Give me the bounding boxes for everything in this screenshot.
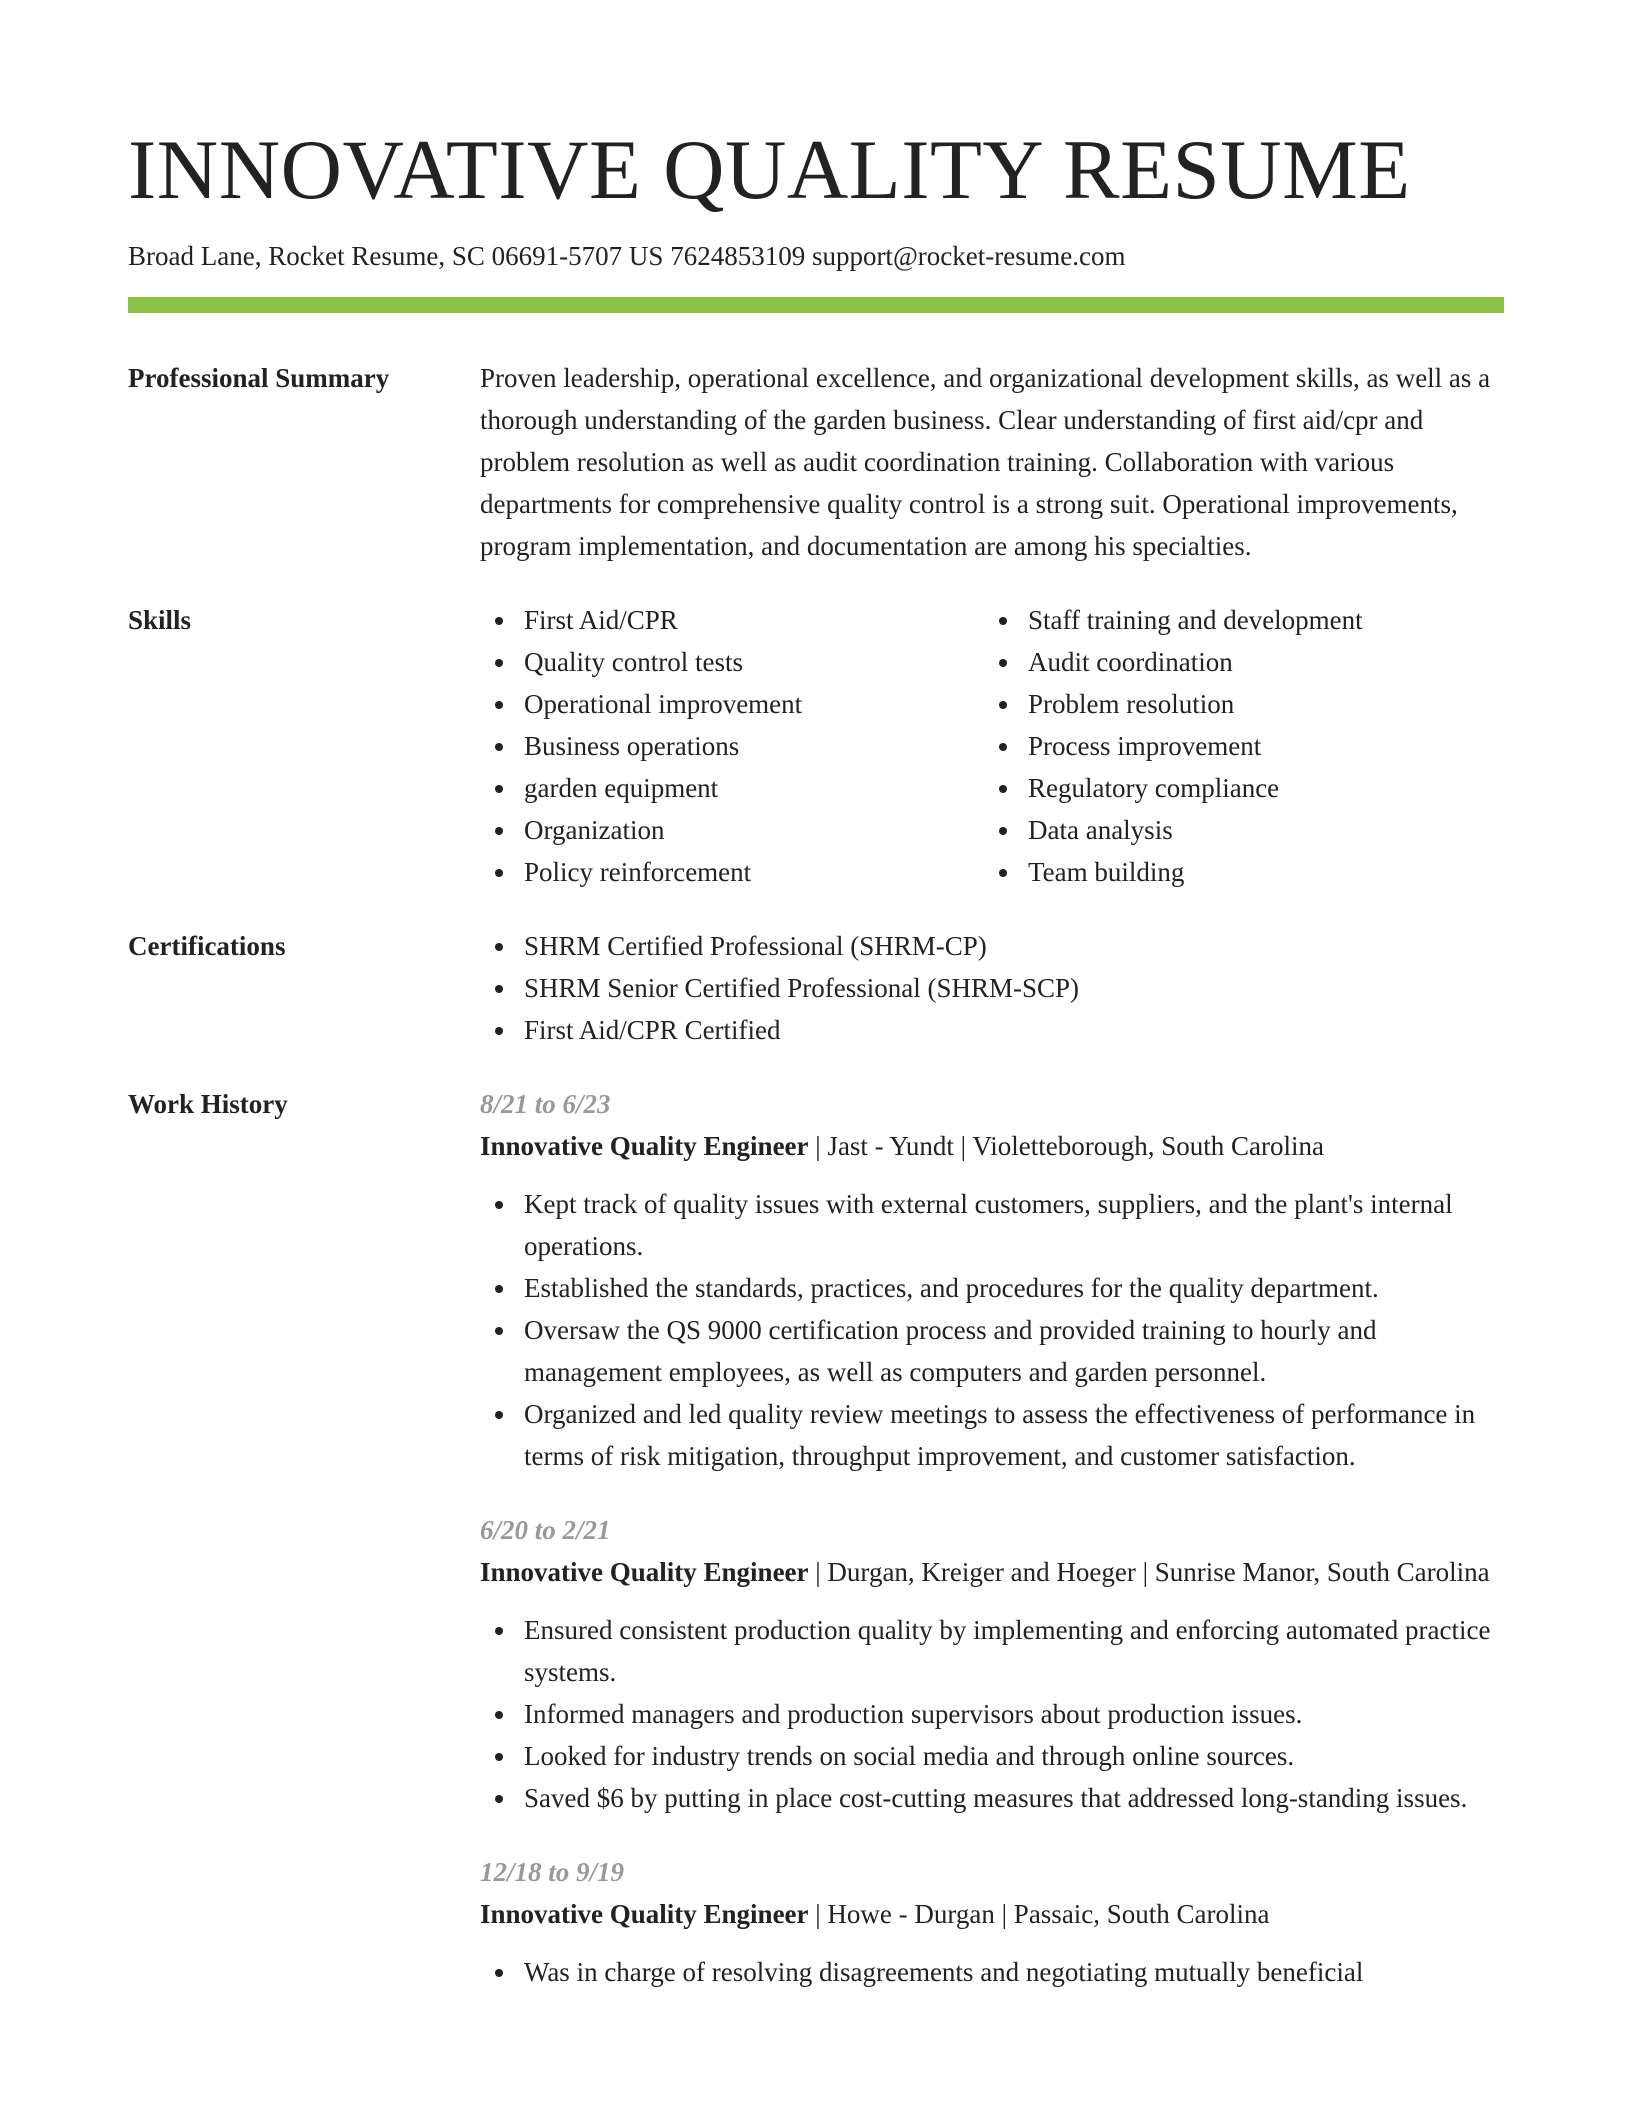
job-title: Innovative Quality Engineer [480,1131,809,1161]
skill-item: Audit coordination [984,641,1488,683]
skills-grid [480,599,1504,893]
job-bullet: Organized and led quality review meetings to assess the effectiveness of performance in terms of risk mitigation, throughput improvement, and customer satisfaction. [480,1393,1504,1477]
job-bullet: Looked for industry trends on social media and through online sources. [480,1735,1504,1777]
contact-line: Broad Lane, Rocket Resume, SC 06691-5707 US 7624853109 support@rocket-resume.com [128,241,1126,271]
work-history-body [480,1083,1504,1993]
summary-heading: Professional Summary [128,363,390,393]
job-heading [480,1893,1504,1935]
job-title: Innovative Quality Engineer [480,1557,809,1587]
job-bullet: Was in charge of resolving disagreements and negotiating mutually beneficial [480,1951,1504,1993]
certifications-body [480,925,1504,1051]
job-bullet: Ensured consistent production quality by implementing and enforcing automated practice systems. [480,1609,1504,1693]
header-divider [128,297,1504,313]
skill-item: Team building [984,851,1488,893]
job-details: | Durgan, Kreiger and Hoeger | Sunrise Manor, South Carolina [808,1557,1490,1587]
skill-item: Data analysis [984,809,1488,851]
job-bullet: Informed managers and production supervisors about production issues. [480,1693,1504,1735]
job-title: Innovative Quality Engineer [480,1899,809,1929]
job-bullet: Oversaw the QS 9000 certification process and provided training to hourly and management employees, as well as computers and garden personnel. [480,1309,1504,1393]
skill-item: Business operations [480,725,984,767]
skill-item: garden equipment [480,767,984,809]
resume-name: INNOVATIVE QUALITY RESUME [128,123,1411,217]
work-history-section [128,1083,1504,1993]
certifications-heading: Certifications [128,931,286,961]
skill-item: Problem resolution [984,683,1488,725]
job-details: | Jast - Yundt | Violetteborough, South Carolina [808,1131,1324,1161]
skill-item: Organization [480,809,984,851]
job-bullets [480,1609,1504,1819]
job-bullet: Saved $6 by putting in place cost-cutting measures that addressed long-standing issues. [480,1777,1504,1819]
skills-section [128,599,1504,893]
job-bullet: Established the standards, practices, and procedures for the quality department. [480,1267,1504,1309]
job-bullet: Kept track of quality issues with external customers, suppliers, and the plant's internal operations. [480,1183,1504,1267]
job-entry [480,1083,1504,1477]
job-dates: 8/21 to 6/23 [480,1089,611,1119]
skill-item: Process improvement [984,725,1488,767]
summary-text: Proven leadership, operational excellence, and organizational development skills, as well as a thorough understanding of the garden business. Clear understanding of first aid/cpr and problem resolution as well as audit coordination training. Collaboration with various departments for comprehensive quality control is a strong suit. Operational improvements, program implementation, and documentation are among his specialties. [480,363,1491,561]
certification-item: SHRM Senior Certified Professional (SHRM-SCP) [480,967,1504,1009]
job-entry [480,1851,1504,1993]
job-heading [480,1125,1504,1167]
job-details: | Howe - Durgan | Passaic, South Carolina [808,1899,1270,1929]
skills-list-left [480,599,984,893]
skill-item: Staff training and development [984,599,1488,641]
certification-item: SHRM Certified Professional (SHRM-CP) [480,925,1504,967]
resume-page [128,0,1504,1993]
work-history-heading: Work History [128,1089,288,1119]
job-entry [480,1509,1504,1819]
skill-item: Operational improvement [480,683,984,725]
certifications-section [128,925,1504,1051]
skill-item: Regulatory compliance [984,767,1488,809]
skills-list-right [984,599,1488,893]
skill-item: Quality control tests [480,641,984,683]
job-heading [480,1551,1504,1593]
skill-item: First Aid/CPR [480,599,984,641]
job-bullets [480,1951,1504,1993]
job-dates: 6/20 to 2/21 [480,1515,611,1545]
skills-heading: Skills [128,605,192,635]
skill-item: Policy reinforcement [480,851,984,893]
job-dates: 12/18 to 9/19 [480,1857,625,1887]
summary-section [128,357,1504,567]
certifications-list [480,925,1504,1051]
job-bullets [480,1183,1504,1477]
certification-item: First Aid/CPR Certified [480,1009,1504,1051]
